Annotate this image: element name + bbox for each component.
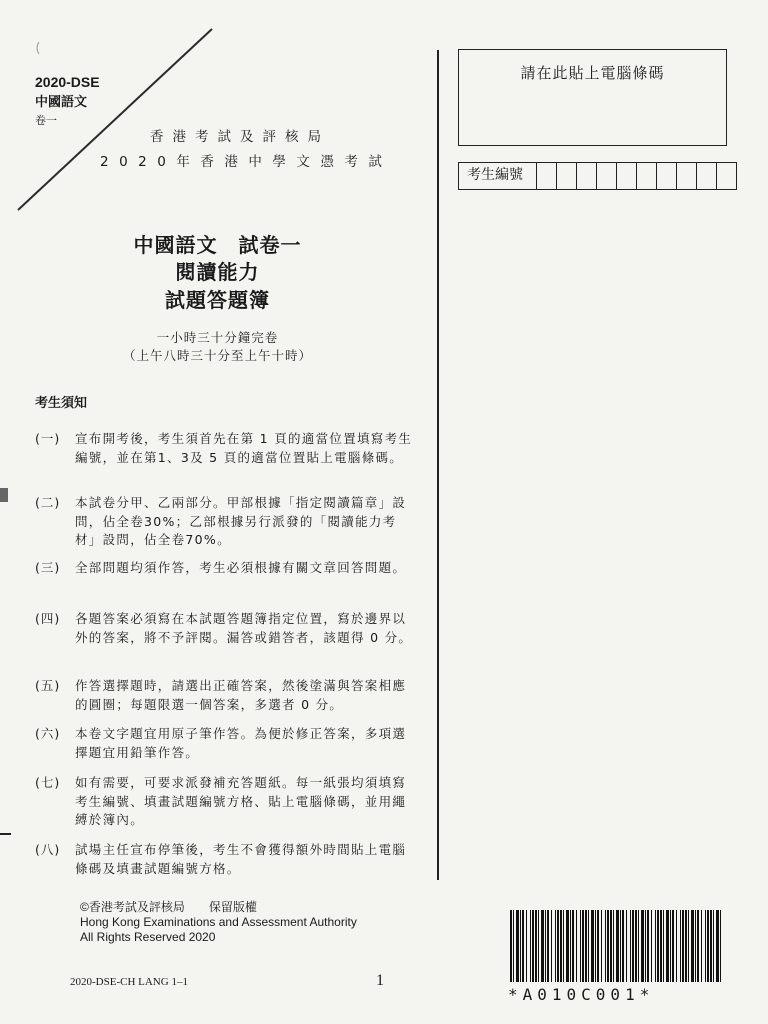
barcode-bar [585,910,587,982]
barcode-bar [522,910,524,982]
candidate-number-field[interactable] [458,162,737,190]
paper-label: 卷一 [35,114,57,127]
barcode-bar [655,910,656,982]
barcode-bar [580,910,581,982]
instruction-number: (一) [35,431,61,446]
barcode-bar [605,910,606,982]
barcode-bar [610,910,612,982]
exam-time-range: （上午八時三十分至上午十時） [122,348,312,363]
barcode-bar [576,910,577,982]
barcode-bar [635,910,637,982]
page-number: 1 [376,972,384,989]
barcode-bar [688,910,689,982]
subject-name: 中國語文 [35,95,88,110]
barcode-bar [720,910,721,982]
barcode-bar [697,910,699,982]
instruction-text: 本卷文字題宜用原子筆作答。為便於修正答案，多項選擇題宜用鉛筆作答。 [75,726,407,760]
barcode-bar [682,910,684,982]
instruction-text: 全部問題均須作答，考生必須根據有關文章回答問題。 [75,560,407,575]
barcode-bar [591,910,594,982]
barcode-bar [713,910,714,982]
instruction-number: (五) [35,678,61,693]
barcode-bar [613,910,614,982]
barcode-bar [532,910,534,982]
barcode-bar [672,910,674,982]
barcode-bar [638,910,639,982]
exam-name: 2020年香港中學文憑考試 [100,154,393,170]
instruction-item [35,494,413,550]
instruction-number: (三) [35,560,61,575]
candidate-number-cell[interactable] [537,163,557,189]
barcode-bar [607,910,609,982]
candidate-number-cell[interactable] [617,163,637,189]
page-title: 中國語文 試卷一 [133,233,302,257]
barcode-bar [710,910,712,982]
barcode-bar [641,910,644,982]
instruction-text: 作答選擇題時，請選出正確答案，然後塗滿與答案相應的圓圈；每題限選一個答案，多選者 0 分。 [75,678,407,712]
barcode-bar [530,910,531,982]
barcode-bar [645,910,646,982]
barcode-bar [601,910,602,982]
barcode-bar [626,910,627,982]
barcode-bar [547,910,549,982]
barcode [510,910,724,990]
barcode-text: *A010C001* [508,985,655,1004]
margin-tick [0,833,11,835]
barcode-bar [555,910,556,982]
barcode-bar [685,910,687,982]
instruction-item [35,677,413,714]
candidate-number-cell[interactable] [577,163,597,189]
duration-text: 一小時三十分鐘完卷 [156,330,279,345]
margin-divider [437,50,439,880]
instruction-text: 各題答案必須寫在本試題答題簿指定位置，寫於邊界以外的答案，將不予評閱。漏答或錯答者，該題得 0 分。 [75,611,413,645]
barcode-bar [620,910,621,982]
authority-name: 香港考試及評核局 [150,129,330,145]
barcode-bar [651,910,652,982]
barcode-bar [560,910,562,982]
instruction-item [35,559,413,578]
barcode-bar [588,910,589,982]
instruction-number: (二) [35,495,61,510]
instruction-number: (八) [35,842,61,857]
paper-footer-code: 2020-DSE-CH LANG 1–1 [70,976,188,988]
instruction-item [35,841,413,878]
candidate-number-cell[interactable] [677,163,697,189]
barcode-bar [676,910,677,982]
instruction-number: (七) [35,775,61,790]
barcode-bar [705,910,706,982]
barcode-bar [663,910,664,982]
barcode-bar [545,910,546,982]
barcode-bar [541,910,544,982]
barcode-bar [707,910,709,982]
instructions-heading: 考生須知 [35,396,88,411]
barcode-bar [510,910,512,982]
barcode-bar [520,910,521,982]
instruction-item [35,610,413,647]
instruction-number: (六) [35,726,61,741]
candidate-number-cell[interactable] [597,163,617,189]
candidate-number-cell[interactable] [657,163,677,189]
candidate-number-cell[interactable] [637,163,657,189]
instruction-text: 宣布開考後，考生須首先在第 1 頁的適當位置填寫考生編號，並在第1、3及 5 頁的適當位置貼上電腦條碼。 [75,431,413,465]
barcode-bar [680,910,681,982]
copyright-line-chinese: ©香港考試及評核局 保留版權 [80,900,257,914]
barcode-bar [566,910,569,982]
barcode-bar [572,910,574,982]
barcode-bar [526,910,527,982]
instruction-number: (四) [35,611,61,626]
instruction-text: 如有需要，可要求派發補充答題紙。每一紙張均須填寫考生編號、填畫試題編號方格、貼上電腦條碼，並用繩縛於簿內。 [75,775,407,827]
instruction-item [35,725,413,762]
copyright-notice [80,900,357,945]
barcode-bar [622,910,624,982]
barcode-bar [595,910,596,982]
barcode-label-instruction: 請在此貼上電腦條碼 [520,64,665,82]
instruction-item [35,430,413,467]
barcode-bar [582,910,584,982]
barcode-bar [630,910,631,982]
booklet-type: 試題答題簿 [165,288,270,312]
instruction-text: 試場主任宣布停筆後，考生不會獲得額外時間貼上電腦條碼及填畫試題編號方格。 [75,842,407,876]
barcode-bar [516,910,519,982]
candidate-number-cell[interactable] [717,163,736,189]
barcode-bar [657,910,659,982]
barcode-bar [563,910,564,982]
barcode-bar [513,910,514,982]
instruction-text: 本試卷分甲、乙兩部分。甲部根據「指定閱讀篇章」設問，佔全卷30%；乙部根據另行派發的「閱讀能力考材」設問，佔全卷70%。 [75,495,407,547]
barcode-bar [660,910,662,982]
paper-code: 2020-DSE [35,74,100,90]
barcode-bar [538,910,539,982]
candidate-number-cell[interactable] [557,163,577,189]
barcode-bar [716,910,719,982]
barcode-bar [670,910,671,982]
candidate-number-cell[interactable] [697,163,717,189]
barcode-bar [570,910,571,982]
barcode-bar [632,910,634,982]
candidate-number-label: 考生編號 [459,163,537,189]
barcode-bar [557,910,559,982]
barcode-bar [647,910,649,982]
copyright-rights: All Rights Reserved 2020 [80,930,216,944]
barcode-bar [701,910,702,982]
barcode-bar [597,910,599,982]
barcode-bar [691,910,694,982]
barcode-bar [551,910,552,982]
instruction-item [35,774,413,830]
copyright-line-english: Hong Kong Examinations and Assessment Authority [80,915,357,929]
barcode-bar [666,910,669,982]
barcode-bar [535,910,537,982]
scan-mark [0,488,8,502]
page-subtitle: 閱讀能力 [175,260,260,284]
barcode-bar [616,910,619,982]
barcode-bar [695,910,696,982]
